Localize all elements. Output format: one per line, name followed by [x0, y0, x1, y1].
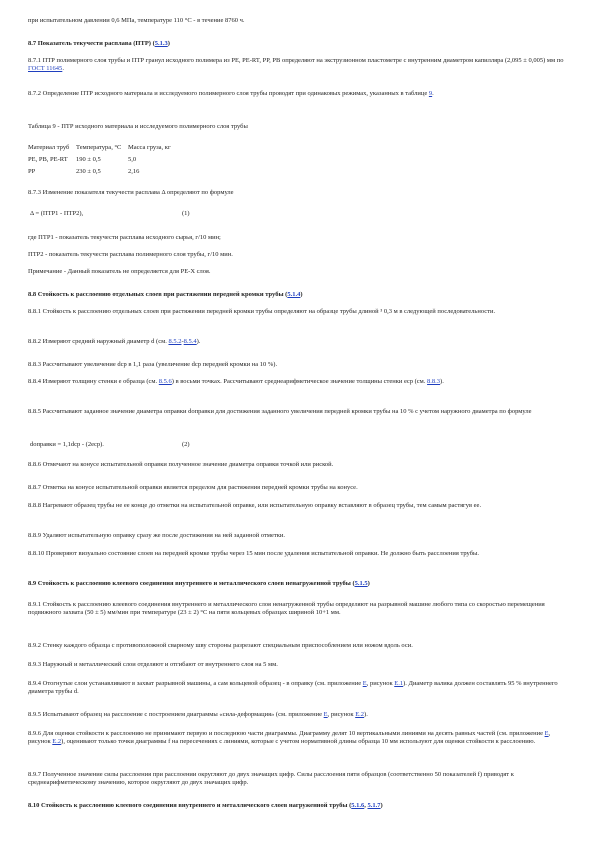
paragraph-8-9-5: 8.9.5 Испытывают образец на расслоение с построением диаграммы «сила-деформация» (см. приложение Е, рисунок Е.2).: [28, 711, 368, 718]
link-appendix-e[interactable]: Е: [362, 680, 367, 687]
note: Примечание - Данный показатель не определяется для PE-X слоя.: [28, 268, 211, 275]
table-cell: PE, PB, PE-RT: [28, 156, 68, 163]
formula-1: [30, 210, 566, 218]
table-row: [28, 154, 194, 166]
paragraph-8-8-6: 8.8.6 Отмечают на конусе испытательной оправки полученное значение диаметра оправки точкой или риской.: [28, 461, 334, 468]
paragraph-8-8-2: 8.8.2 Измеряют средний наружный диаметр d (см. 8.5.2-8.5.4).: [28, 338, 201, 345]
table-header-cell: Температура, °С: [76, 144, 122, 151]
table-cell: 190 ± 0,5: [76, 156, 101, 163]
paragraph-8-7-1: 8.7.1 ПТР полимерного слоя трубы и ПТР гранул исходного полимера из PE, PE-RT, PP, PB определяют на экструзионном пластометре с внутренним диаметром капилляра (2,095 ± 0,005) мм по ГОСТ 11645.: [28, 57, 564, 72]
link-8-5-6[interactable]: 8.5.6: [158, 378, 172, 385]
formula-1-number: (1): [182, 210, 190, 217]
link-figure-e-2[interactable]: Е.2: [52, 738, 62, 745]
paragraph-8-8-4: 8.8.4 Измеряют толщину стенки e образца (см. 8.5.6) в восьми точках. Рассчитывают среднеарифметическое значение толщины стенки eср (см. 8.8.3).: [28, 378, 444, 385]
paragraph-8-9-4: 8.9.4 Отогнутые слои устанавливают в захват разрывной машины, а сам кольцевой образец - в оправку (см. приложение Е, рисунок Е.1). Диаметр валика должен составлять 95 % внутреннего диаметра трубы d.: [28, 680, 558, 695]
table-row: [28, 166, 194, 178]
link-8-5-2[interactable]: 8.5.2: [168, 338, 182, 345]
link-8-5-4[interactable]: 8.5.4: [183, 338, 197, 345]
heading-8-9: 8.9 Стойкость к расслоению клеевого соединения внутреннего и металлического слоев ненагруженной трубы (5.1.5): [28, 580, 370, 587]
paragraph-8-9-6: 8.9.6 Для оценки стойкости к расслоению не принимают первую и последнюю части диаграммы. Диаграмму делят 10 вертикальными линиями на десять равных частей (см. приложение Е, рисунок Е.2), оценивают только точки диаграммы f на пересечениях с линиями, которые с учетом нормативной длины образца 10 мм используют для оценки стойкости к расслоению.: [28, 730, 551, 745]
ptr-table: [28, 142, 194, 178]
link-5-1-4[interactable]: 5.1.4: [287, 291, 301, 298]
paragraph-where-ptr1: где ПТР1 - показатель текучести расплава исходного сырья, г/10 мин;: [28, 234, 221, 241]
link-5-1-3[interactable]: 5.1.3: [154, 40, 168, 47]
paragraph-8-8-5: 8.8.5 Рассчитывают заданное значение диаметра оправки dоправки для достижения заданного увеличения передней кромки трубы на 10 % с учетом наружного диаметра по формуле: [28, 408, 532, 415]
table-header-cell: Масса груза, кг: [128, 144, 171, 151]
table-header-cell: Материал труб: [28, 144, 70, 151]
paragraph-8-8-8: 8.8.8 Нагревают образец трубы не ее конце до отметки на испытательной оправке, или испытательную оправку вставляют в образец трубы, тем самым растягув ее.: [28, 502, 482, 509]
paragraph-8-7-2: 8.7.2 Определение ПТР исходного материала и исследуемого полимерного слоя трубы проводят при одинаковых режимах, указанных в таблице 9.: [28, 90, 434, 97]
paragraph-8-8-7: 8.8.7 Отметка на конусе испытательной оправки является пределом для растяжения передней кромки трубы на конусе.: [28, 484, 358, 491]
link-figure-e-2[interactable]: Е.2: [355, 711, 365, 718]
paragraph-8-8-3: 8.8.3 Рассчитывают увеличение dср в 1,1 раза (увеличение dср передней кромки на 10 %).: [28, 361, 278, 368]
table-cell: 2,16: [128, 168, 140, 175]
table-cell: PP: [28, 168, 36, 175]
heading-8-10: 8.10 Стойкость к расслоению клеевого соединения внутреннего и металлического слоев нагруженной трубы (5.1.6, 5.1.7): [28, 802, 383, 809]
table-cell: 230 ± 0,5: [76, 168, 101, 175]
link-gost-11645[interactable]: ГОСТ 11645: [28, 65, 63, 72]
link-8-8-3[interactable]: 8.8.3: [427, 378, 441, 385]
heading-8-7: 8.7 Показатель текучести расплава (ПТР) (5.1.3): [28, 40, 170, 47]
heading-8-8: 8.8 Стойкость к расслоению отдельных слоев при растяжении передней кромки трубы (5.1.4): [28, 291, 303, 298]
link-5-1-7[interactable]: 5.1.7: [367, 802, 381, 809]
formula-2-number: (2): [182, 441, 190, 448]
link-appendix-e[interactable]: Е: [544, 730, 549, 737]
paragraph-8-9-3: 8.9.3 Наружный и металлический слои отделяют и отгибают от внутреннего слоя на 5 мм.: [28, 661, 278, 668]
table-caption: Таблица 9 - ПТР исходного материала и исследуемого полимерного слоя трубы: [28, 123, 248, 130]
paragraph-8-8-9: 8.8.9 Удаляют испытательную оправку сразу же после достижения на ней заданной отметки.: [28, 532, 285, 539]
paragraph-8-7-3: 8.7.3 Изменение показателя текучести расплава Δ определяют по формуле: [28, 189, 234, 196]
paragraph-8-8-1: 8.8.1 Стойкость к расслоению отдельных слоев при растяжении передней кромки трубы определяют на образце трубы длиной ³ 0,3 м в следующей последовательности.: [28, 308, 496, 315]
paragraph-ptr2: ПТР2 - показатель текучести расплава полимерного слоя трубы, г/10 мин.: [28, 251, 233, 258]
link-table-9[interactable]: 9: [428, 90, 433, 97]
paragraph-8-9-2: 8.9.2 Стенку каждого образца с противоположной сварному шву стороны разрезают специальным приспособлением или ножом вдоль оси.: [28, 642, 413, 649]
table-header-row: [28, 142, 194, 154]
paragraph-8-8-10: 8.8.10 Проверяют визуально состояние слоев на передней кромке трубы через 15 мин после удаления испытательной оправки. Не должно быть расслоения трубы.: [28, 550, 480, 557]
table-cell: 5,0: [128, 156, 137, 163]
paragraph-8-9-1: 8.9.1 Стойкость к расслоению клеевого соединения внутреннего и металлического слоя ненагруженной трубы определяют на разрывной машине любого типа со скоростью перемещения подвижного захвата (50 ± 5) мм/мин при температуре (23 ± 2) °С на пяти кольцевых образцах шириной 10+1 мм.: [28, 601, 545, 616]
paragraph-test-pressure: при испытательном давлении 0,6 МПа, температуре 110 °С - в течение 8760 ч.: [28, 17, 245, 24]
link-5-1-5[interactable]: 5.1.5: [354, 580, 368, 587]
formula-2-expression: dоправки = 1,1dср - (2eср).: [30, 441, 104, 448]
link-figure-e-1[interactable]: Е.1: [394, 680, 404, 687]
formula-1-expression: Δ = (ПТР1 - ПТР2),: [30, 210, 84, 217]
paragraph-8-9-7: 8.9.7 Полученное значение силы расслоения при расслоении округляют до двух значащих цифр. Силы расслоения пяти образцов (соответственно 50 показателей f) приводят к среднеарифметическому значению, которое округляют до двух значащих цифр.: [28, 771, 514, 786]
formula-2: [30, 441, 566, 449]
link-appendix-e[interactable]: Е: [323, 711, 328, 718]
link-5-1-6[interactable]: 5.1.6: [351, 802, 365, 809]
